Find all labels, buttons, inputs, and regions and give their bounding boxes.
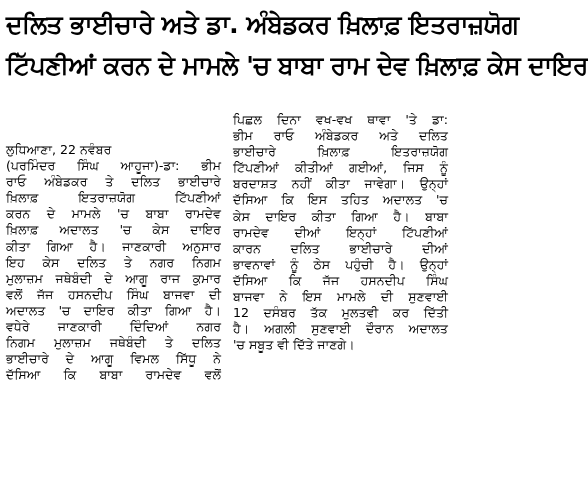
- article-line: 12 ਦਸੰਬਰ ਤੱਕ ਮੁਲਤਵੀ ਕਰ ਦਿੱਤੀ: [233, 305, 448, 321]
- article-line: ਦੱਸਿਆ ਕਿ ਜੱਜ ਹਸਨਦੀਪ ਸਿੰਘ: [233, 272, 448, 288]
- article-line: ਮੁਲਾਜ਼ਮ ਜਥੇਬੰਦੀ ਦੇ ਆਗੂ ਰਾਜ ਕੁਮਾਰ: [6, 270, 221, 286]
- article-line: ਭਾਵਨਾਵਾਂ ਨੂੰ ਠੇਸ ਪਹੁੰਚੀ ਹੈ। ਉਨ੍ਹਾਂ: [233, 256, 448, 272]
- headline: [6, 4, 588, 86]
- article-line: ਕਾਰਨ ਦਲਿਤ ਭਾਈਚਾਰੇ ਦੀਆਂ: [233, 240, 448, 256]
- article-line: ਪਿਛਲ ਦਿਨਾ ਵਖ-ਵਖ ਥਾਵਾ 'ਤੇ ਡਾ:: [233, 112, 448, 127]
- article-line: ਟਿੱਪਣੀਆਂ ਕੀਤੀਆਂ ਗਈਆਂ, ਜਿਸ ਨੂੰ: [233, 160, 448, 176]
- article-line: ਬਾਜਵਾ ਨੇ ਇਸ ਮਾਮਲੇ ਦੀ ਸੁਣਵਾਈ: [233, 289, 448, 305]
- article-line: ਦੱਸਿਆ ਕਿ ਬਾਬਾ ਰਾਮਦੇਵ ਵਲੋਂ: [6, 367, 221, 383]
- article-line: ਦੱਸਿਆ ਕਿ ਇਸ ਤਹਿਤ ਅਦਾਲਤ 'ਚ: [233, 192, 448, 208]
- article-line: ਕੀਤਾ ਗਿਆ ਹੈ। ਜਾਣਕਾਰੀ ਅਨੁਸਾਰ: [6, 238, 221, 254]
- article-line: ਬਰਦਾਸ਼ਤ ਨਹੀਂ ਕੀਤਾ ਜਾਵੇਗਾ। ਉਨ੍ਹਾਂ: [233, 176, 448, 192]
- article-line: ਹੈ। ਅਗਲੀ ਸੁਣਵਾਈ ਦੌਰਾਨ ਅਦਾਲਤ: [233, 321, 448, 337]
- article-line: ਰਾਓ ਅੰਬੇਡਕਰ ਤੇ ਦਲਿਤ ਭਾਈਚਾਰੇ: [6, 174, 221, 190]
- article-line: ਇਹ ਕੇਸ ਦਲਿਤ ਤੇ ਨਗਰ ਨਿਗਮ: [6, 254, 221, 270]
- article-line: ਕਰਨ ਦੇ ਮਾਮਲੇ 'ਚ ਬਾਬਾ ਰਾਮਦੇਵ: [6, 206, 221, 222]
- article-line: 'ਚ ਸਬੂਤ ਵੀ ਦਿੱਤੇ ਜਾਣਗੇ।: [233, 337, 355, 353]
- article-dateline: ਲੁਧਿਆਣਾ, 22 ਨਵੰਬਰ: [6, 142, 112, 157]
- article-line: ਨਿਗਮ ਮੁਲਾਜ਼ਮ ਜਥੇਬੰਦੀ ਤੇ ਦਲਿਤ: [6, 335, 221, 351]
- article-line: ਵਲੋਂ ਜੱਜ ਹਸਨਦੀਪ ਸਿੰਘ ਬਾਜਵਾ ਦੀ: [6, 286, 221, 302]
- article-line: ਅਦਾਲਤ 'ਚ ਦਾਇਰ ਕੀਤਾ ਗਿਆ ਹੈ।: [6, 302, 221, 318]
- article-line: ਖ਼ਿਲਾਫ਼ ਅਦਾਲਤ 'ਚ ਕੇਸ ਦਾਇਰ: [6, 222, 221, 238]
- article-line: ਕੇਸ ਦਾਇਰ ਕੀਤਾ ਗਿਆ ਹੈ। ਬਾਬਾ: [233, 208, 448, 224]
- article-line: (ਪਰਮਿੰਦਰ ਸਿੰਘ ਆਹੂਜਾ)-ਡਾ: ਭੀਮ: [6, 158, 221, 174]
- article-line: ਭਾਈਚਾਰੇ ਦੇ ਆਗੂ ਵਿਮਲ ਸਿੱਧੂ ਨੇ: [6, 351, 221, 367]
- headline-line-2: ਟਿੱਪਣੀਆਂ ਕਰਨ ਦੇ ਮਾਮਲੇ 'ਚ ਬਾਬਾ ਰਾਮ ਦੇਵ ਖ਼ਿਲਾਫ਼ ਕੇਸ ਦਾਇਰ: [6, 51, 588, 80]
- article-line: ਰਾਮਦੇਵ ਦੀਆਂ ਇਨ੍ਹਾਂ ਟਿੱਪਣੀਆਂ: [233, 224, 448, 240]
- article-body: [6, 112, 448, 482]
- headline-line-1: ਦਲਿਤ ਭਾਈਚਾਰੇ ਅਤੇ ਡਾ. ਅੰਬੇਡਕਰ ਖ਼ਿਲਾਫ਼ ਇਤਰਾਜ਼ਯੋਗ: [6, 10, 519, 39]
- article-line: ਖ਼ਿਲਾਫ਼ ਇਤਰਾਜ਼ਯੋਗ ਟਿੱਪਣੀਆਂ: [6, 190, 221, 206]
- article-line: ਭੀਮ ਰਾਓ ਅੰਬੇਡਕਰ ਅਤੇ ਦਲਿਤ: [233, 128, 448, 144]
- article-column-right: [233, 112, 448, 482]
- article-line: ਵਧੇਰੇ ਜਾਣਕਾਰੀ ਦਿੰਦਿਆਂ ਨਗਰ: [6, 319, 221, 335]
- article-column-left: [6, 112, 221, 482]
- article-line: ਭਾਈਚਾਰੇ ਖ਼ਿਲਾਫ਼ ਇਤਰਾਜ਼ਯੋਗ: [233, 144, 448, 160]
